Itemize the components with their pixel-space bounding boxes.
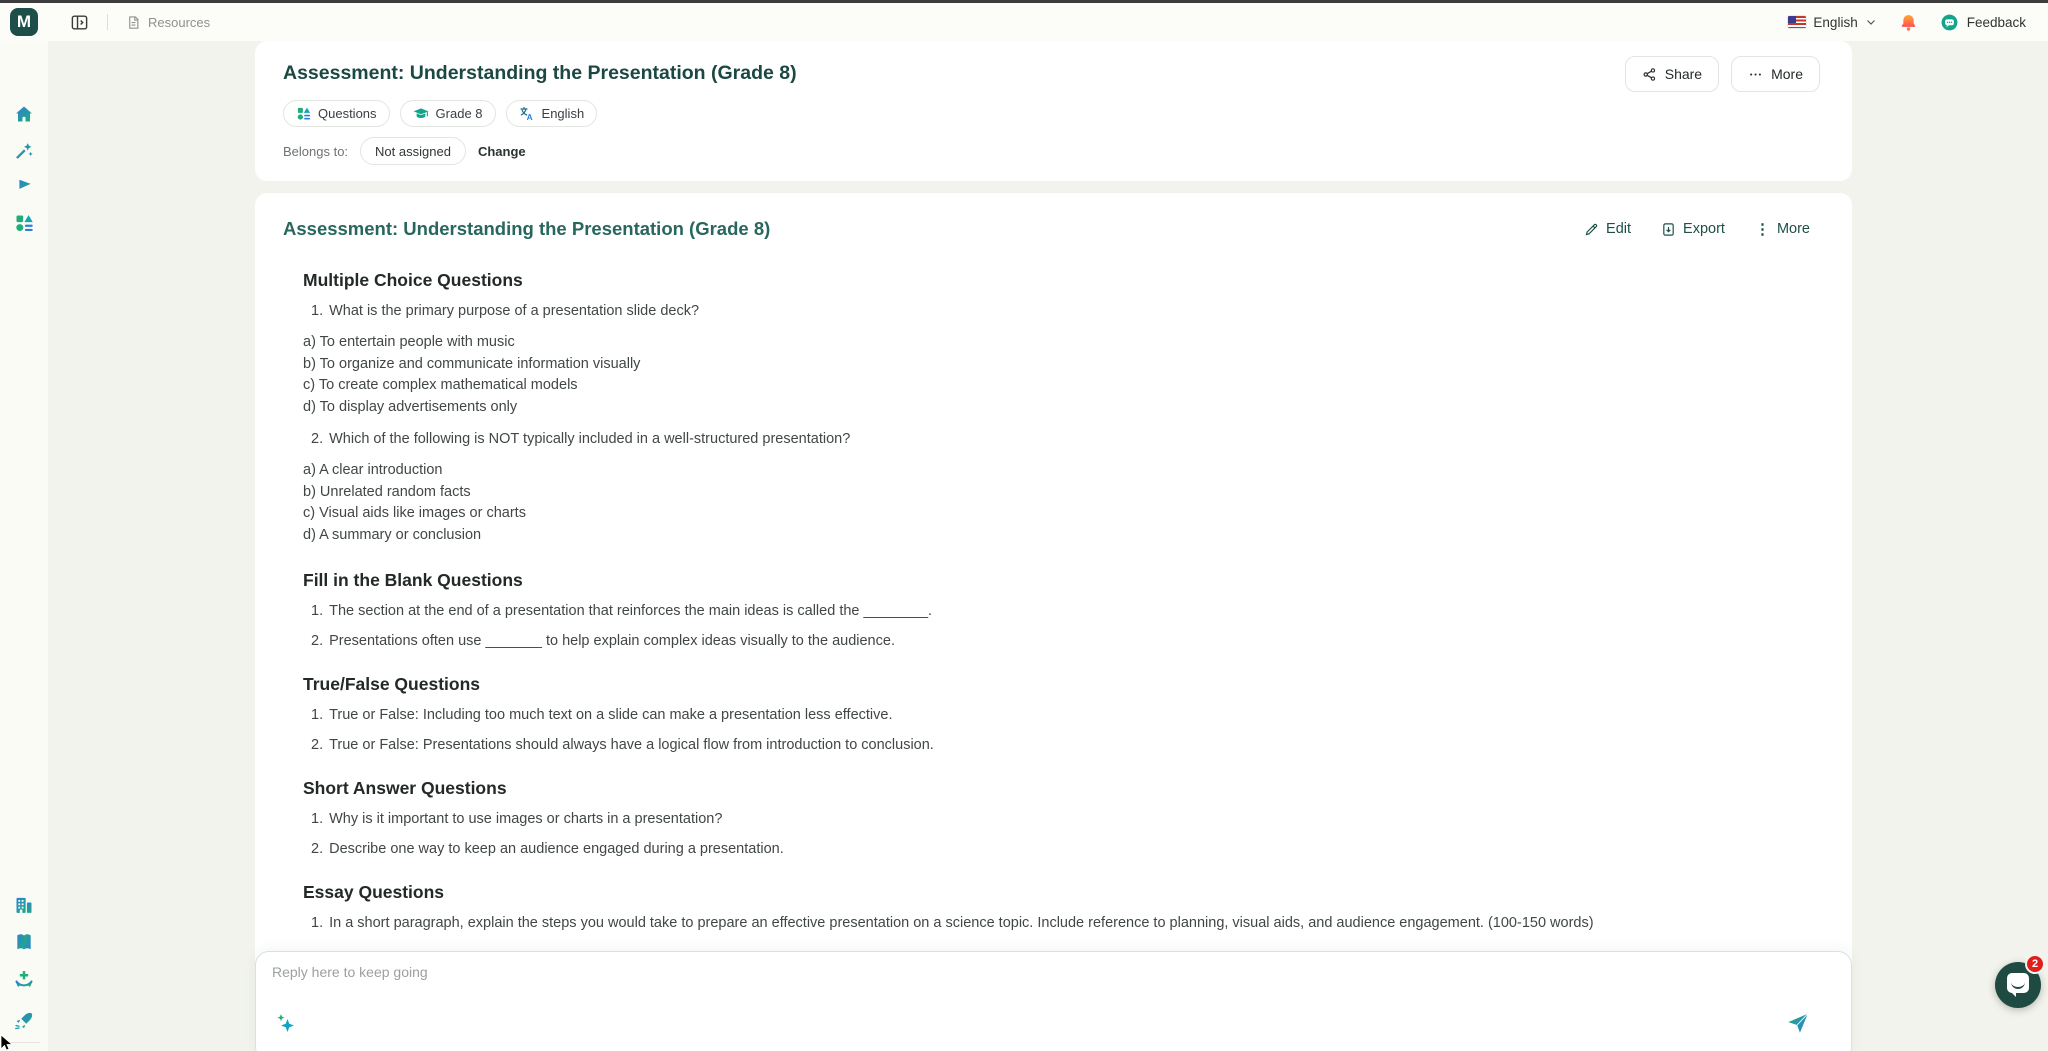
belongs-value-pill[interactable]: Not assigned [360, 137, 466, 165]
sidebar-toggle-icon[interactable] [70, 13, 89, 32]
question-item [303, 840, 1803, 858]
question-number: 2. [311, 841, 324, 857]
window-top-edge [0, 0, 2048, 3]
export-button[interactable]: Export [1661, 221, 1725, 237]
more-button[interactable]: More [1731, 56, 1820, 92]
question-item [303, 602, 1803, 620]
badge-language[interactable]: A English [506, 100, 598, 127]
question-text: What is the primary purpose of a presentation slide deck? [329, 303, 700, 319]
question-item [303, 430, 1803, 448]
organization-building-icon[interactable] [14, 895, 34, 915]
answer-option: a) To entertain people with music [303, 334, 515, 350]
question-number: 1. [311, 707, 324, 723]
vertical-ellipsis-icon: ⋮ [1754, 220, 1770, 238]
question-number: 2. [311, 431, 324, 447]
pencil-icon [1584, 222, 1599, 237]
question-text: Presentations often use _______ to help explain complex ideas visually to the audience. [329, 633, 895, 649]
question-text: Describe one way to keep an audience engaged during a presentation. [329, 841, 784, 857]
badge-grade[interactable]: Grade 8 [400, 100, 496, 127]
care-hands-plus-icon[interactable] [14, 969, 34, 989]
page-title: Assessment: Understanding the Presentation (Grade 8) [283, 62, 797, 84]
question-number: 2. [311, 633, 324, 649]
reply-input[interactable] [272, 964, 1812, 1008]
ellipsis-icon [1748, 67, 1763, 82]
send-icon[interactable] [1785, 1010, 1811, 1036]
file-icon [126, 15, 141, 30]
belongs-label: Belongs to: [283, 143, 349, 159]
belongs-row [283, 137, 526, 165]
document-title: Assessment: Understanding the Presentation (Grade 8) [283, 218, 771, 239]
app-logo[interactable]: M [10, 8, 38, 36]
answer-option: d) A summary or conclusion [303, 526, 482, 543]
section-heading: Fill in the Blank Questions [303, 570, 523, 590]
translate-icon [519, 106, 535, 122]
rocket-icon[interactable] [14, 1011, 34, 1031]
question-number: 1. [311, 811, 324, 827]
language-selector[interactable]: English [1788, 15, 1876, 30]
document-card [255, 193, 1852, 1051]
chevron-down-icon [1865, 16, 1877, 28]
badge-questions[interactable]: Questions [283, 100, 390, 127]
flag-icon[interactable] [14, 176, 34, 196]
question-number: 1. [311, 603, 324, 619]
answer-option: b) Unrelated random facts [303, 483, 471, 500]
answer-option: c) To create complex mathematical models [303, 377, 578, 393]
question-text: Which of the following is NOT typically included in a well-structured presentation? [329, 431, 851, 447]
sidebar [0, 41, 48, 1051]
question-text: In a short paragraph, explain the steps you would take to prepare an effective presentation on a science topic. Include reference to planning, visual aids, and audience engagement. (100-150 words) [329, 915, 1594, 931]
graduation-cap-icon [413, 106, 429, 122]
edit-button[interactable]: Edit [1584, 221, 1631, 237]
answer-options [303, 332, 1803, 418]
resource-header-card [255, 41, 1852, 181]
home-icon[interactable] [14, 104, 34, 124]
magic-wand-icon[interactable] [14, 141, 34, 161]
shapes-tools-icon[interactable] [14, 213, 34, 233]
topbar-divider [107, 14, 108, 30]
library-book-icon[interactable] [14, 932, 34, 952]
feedback-chat-icon [1940, 13, 1959, 32]
section-heading: True/False Questions [303, 674, 480, 694]
share-icon [1642, 67, 1657, 82]
question-number: 2. [311, 737, 324, 753]
question-number: 1. [311, 915, 324, 931]
feedback-button[interactable]: Feedback [1940, 13, 2026, 32]
question-item [303, 914, 1803, 932]
question-text: Why is it important to use images or charts in a presentation? [329, 811, 723, 827]
question-text: True or False: Presentations should always have a logical flow from introduction to conclusion. [329, 737, 934, 753]
question-item [303, 810, 1803, 828]
question-text: The section at the end of a presentation that reinforces the main ideas is called the ________. [329, 603, 933, 619]
question-item [303, 632, 1803, 650]
notification-bell-icon[interactable] [1899, 13, 1918, 32]
questions-icon [296, 106, 311, 121]
question-item [303, 736, 1803, 754]
chat-bubble-icon [2007, 973, 2029, 993]
export-file-icon [1661, 222, 1676, 237]
chat-unread-badge: 2 [2025, 954, 2045, 974]
sparkles-icon[interactable] [274, 1012, 298, 1036]
section-heading: Multiple Choice Questions [303, 270, 523, 290]
question-item [303, 302, 1803, 320]
question-text: True or False: Including too much text on a slide can make a presentation less effective. [329, 707, 893, 723]
question-item [303, 706, 1803, 724]
doc-more-button[interactable]: ⋮ More [1754, 220, 1810, 238]
section-heading: Short Answer Questions [303, 778, 507, 798]
share-button[interactable]: Share [1625, 56, 1719, 92]
answer-option: b) To organize and communicate information visually [303, 355, 641, 372]
answer-option: c) Visual aids like images or charts [303, 505, 526, 521]
change-button[interactable]: Change [477, 143, 526, 159]
topbar [0, 3, 2048, 41]
section-heading: Essay Questions [303, 882, 445, 902]
svg-text:A: A [526, 111, 533, 122]
badge-row [283, 100, 597, 127]
mouse-cursor [0, 1034, 16, 1051]
support-chat-button[interactable] [1995, 958, 2041, 1008]
document-body [303, 270, 1803, 932]
breadcrumb[interactable]: Resources [126, 15, 210, 30]
us-flag-icon [1788, 16, 1806, 28]
question-number: 1. [311, 303, 324, 319]
answer-option: d) To display advertisements only [303, 398, 518, 415]
answer-option: a) A clear introduction [303, 462, 443, 478]
document-toolbar [1584, 221, 1810, 237]
answer-options [303, 460, 1803, 546]
reply-box [255, 951, 1852, 1051]
